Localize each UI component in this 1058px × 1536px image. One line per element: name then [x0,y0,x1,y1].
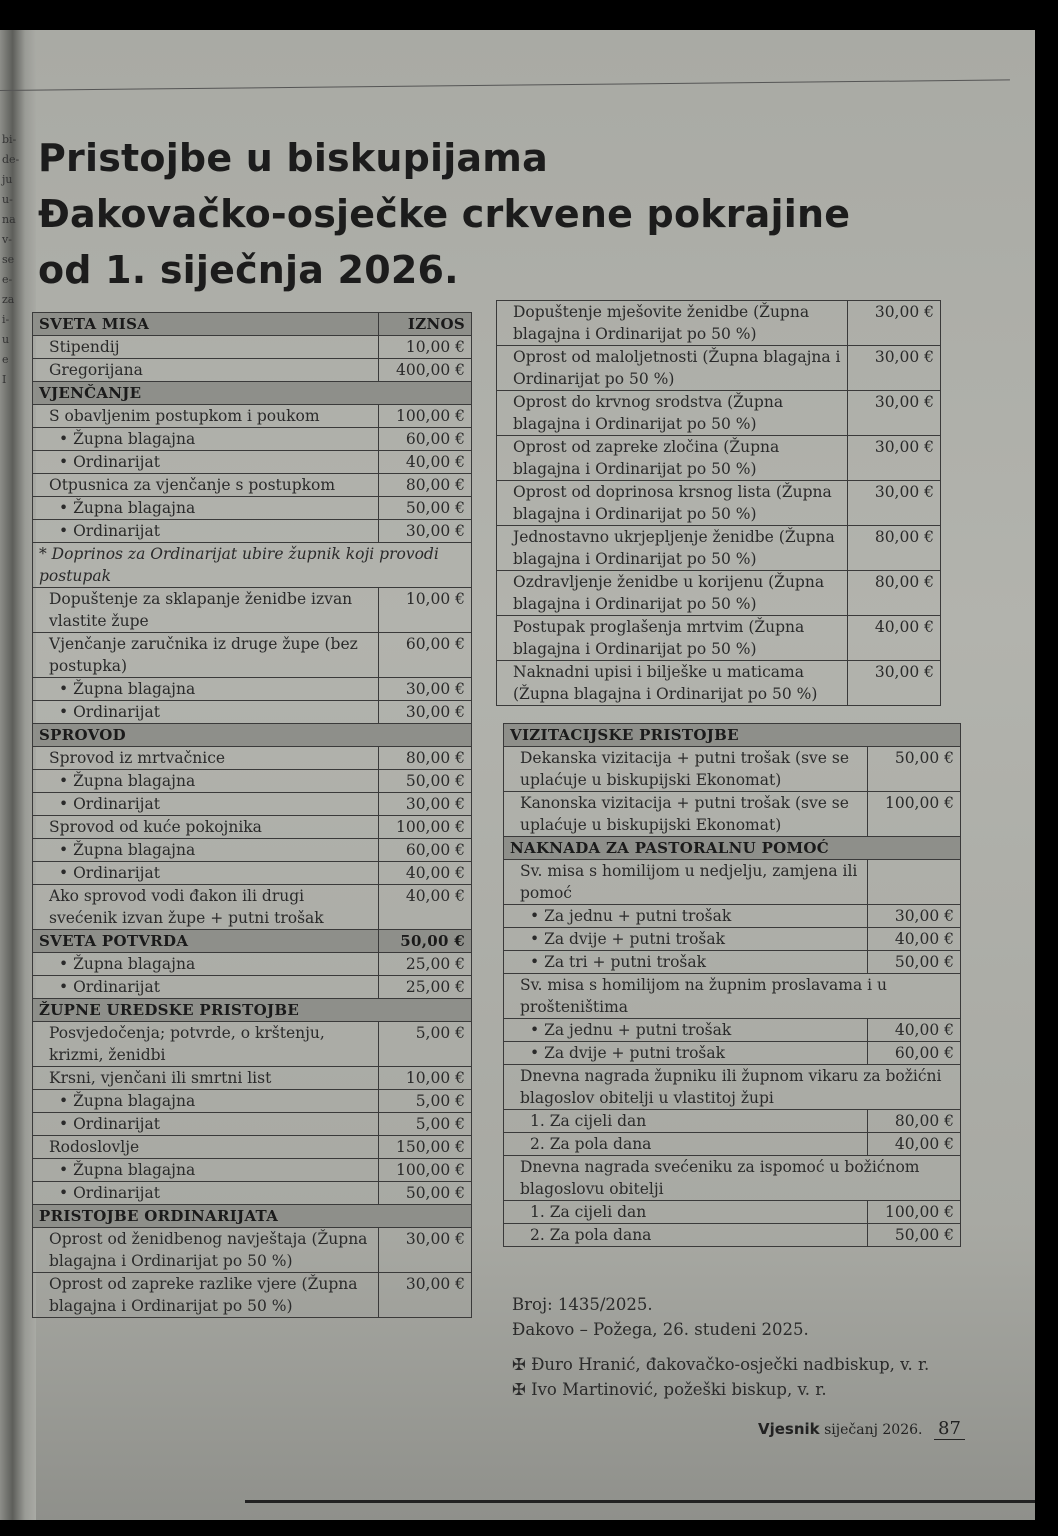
fee-row [33,1022,472,1067]
fee-row [497,436,941,481]
margin-fragment: bi- [2,133,17,146]
fee-amount: 30,00 € [848,481,941,526]
fee-row [504,860,961,905]
fee-label: Dopuštenje za sklapanje ženidbe izvan vlastite župe [33,588,379,633]
cross-icon: ✠ [512,1380,526,1399]
fee-row [33,816,472,839]
fee-row [504,792,961,837]
fee-amount: 30,00 € [379,1273,472,1318]
fee-label: Postupak proglašenja mrtvim (Župna blagajna i Ordinarijat po 50 %) [497,616,848,661]
fee-label: S obavljenim postupkom i poukom [33,405,379,428]
fee-row [504,1201,961,1224]
fee-label: Dnevna nagrada župniku ili župnom vikaru za božićni blagoslov obitelji u vlastitoj župi [504,1065,961,1110]
fee-label: • Za dvije + putni trošak [504,928,868,951]
fee-amount: 5,00 € [379,1090,472,1113]
fee-row [504,1019,961,1042]
fee-row [33,428,472,451]
fee-amount: 100,00 € [868,792,961,837]
fee-label: Dnevna nagrada svećeniku za ispomoć u božićnom blagoslovu obitelji [504,1156,961,1201]
issue-date: siječanj 2026. [824,1422,923,1438]
fee-label: • Ordinarijat [33,793,379,816]
fee-row [33,405,472,428]
fee-amount: IZNOS [379,313,472,336]
fee-amount: 25,00 € [379,976,472,999]
fee-row [33,747,472,770]
decree-place-date: Đakovo – Požega, 26. studeni 2025. [512,1320,809,1339]
fee-label: • Župna blagajna [33,770,379,793]
fee-row [504,1133,961,1156]
fee-amount: 10,00 € [379,1067,472,1090]
fee-row [33,520,472,543]
fee-label: • Za tri + putni trošak [504,951,868,974]
fee-label: Sprovod od kuće pokojnika [33,816,379,839]
fee-row [504,1224,961,1247]
title-line-3: od 1. siječnja 2026. [38,248,459,292]
fee-label: • Za dvije + putni trošak [504,1042,868,1065]
fee-row [497,661,941,706]
fee-label: Dopuštenje mješovite ženidbe (Župna blagajna i Ordinarijat po 50 %) [497,301,848,346]
fee-amount: 100,00 € [868,1201,961,1224]
fee-row [33,839,472,862]
fee-amount: 30,00 € [379,793,472,816]
fee-label: Jednostavno ukrjepljenje ženidbe (Župna blagajna i Ordinarijat po 50 %) [497,526,848,571]
fee-row [33,862,472,885]
fee-label: Oprost od zapreke razlike vjere (Župna blagajna i Ordinarijat po 50 %) [33,1273,379,1318]
fees-table-right-bottom [503,723,961,1247]
previous-page-margin-fragments [2,130,18,390]
fees-table-left [32,312,472,1318]
fee-amount: 100,00 € [379,405,472,428]
fee-label: ŽUPNE UREDSKE PRISTOJBE [33,999,472,1022]
fee-row [33,770,472,793]
margin-fragment: u [2,333,10,346]
fee-label: Dekanska vizitacija + putni trošak (sve se uplaćuje u biskupijski Ekonomat) [504,747,868,792]
fee-row [33,336,472,359]
fee-label: • Župna blagajna [33,428,379,451]
fee-amount: 60,00 € [379,428,472,451]
fee-amount: 60,00 € [379,839,472,862]
fee-label: • Župna blagajna [33,1090,379,1113]
fee-label: Posvjedočenja; potvrde, o krštenju, krizmi, ženidbi [33,1022,379,1067]
fee-label: • Župna blagajna [33,497,379,520]
fee-row [33,359,472,382]
fee-amount: 30,00 € [848,346,941,391]
fee-amount: 40,00 € [379,885,472,930]
fee-amount: 50,00 € [868,1224,961,1247]
bottom-rule-divider [245,1500,1035,1503]
fee-label: Oprost od maloljetnosti (Župna blagajna i Ordinarijat po 50 %) [497,346,848,391]
fee-label: 1. Za cijeli dan [504,1201,868,1224]
fee-label: Oprost do krvnog srodstva (Župna blagajna i Ordinarijat po 50 %) [497,391,848,436]
fee-row [33,1136,472,1159]
fee-row [33,497,472,520]
fee-label: Vjenčanje zaručnika iz druge župe (bez postupka) [33,633,379,678]
fee-label: • Župna blagajna [33,678,379,701]
fee-label: Stipendij [33,336,379,359]
fee-label: PRISTOJBE ORDINARIJATA [33,1205,472,1228]
margin-fragment: ju [2,173,13,186]
fee-amount: 30,00 € [379,678,472,701]
fee-row [497,346,941,391]
fee-label: • Za jednu + putni trošak [504,1019,868,1042]
fee-amount: 80,00 € [848,526,941,571]
signature-2: ✠ Ivo Martinović, požeški biskup, v. r. [512,1380,827,1399]
fee-amount: 30,00 € [379,520,472,543]
fee-row [504,1156,961,1201]
fee-amount: 100,00 € [379,1159,472,1182]
section-header-row [33,724,472,747]
fee-label: SPROVOD [33,724,472,747]
section-header-row [504,837,961,860]
fee-label: * Doprinos za Ordinarijat ubire župnik koji provodi postupak [33,543,472,588]
fee-label: Sv. misa s homilijom na župnim proslavama i u prošteništima [504,974,961,1019]
fee-amount: 30,00 € [868,905,961,928]
section-header-row [33,313,472,336]
fee-amount: 80,00 € [848,571,941,616]
running-footer [758,1420,922,1438]
section-header-row [504,724,961,747]
margin-fragment: u- [2,193,13,206]
fee-amount: 40,00 € [868,1133,961,1156]
fee-amount: 30,00 € [848,436,941,481]
fee-amount: 40,00 € [868,1019,961,1042]
fee-label: • Župna blagajna [33,953,379,976]
fee-row [504,951,961,974]
margin-fragment: e [2,353,9,366]
fee-label: Otpusnica za vjenčanje s postupkom [33,474,379,497]
fee-row [33,1113,472,1136]
fee-label: • Ordinarijat [33,976,379,999]
fee-amount: 400,00 € [379,359,472,382]
section-header-row [33,999,472,1022]
fee-label: • Ordinarijat [33,1182,379,1205]
fee-row [504,1110,961,1133]
fee-label: Sprovod iz mrtvačnice [33,747,379,770]
fee-amount: 50,00 € [379,497,472,520]
margin-fragment: e- [2,273,13,286]
fee-label: Oprost od zapreke zločina (Župna blagajna i Ordinarijat po 50 %) [497,436,848,481]
fee-amount: 40,00 € [868,928,961,951]
cross-icon: ✠ [512,1355,526,1374]
fee-amount: 80,00 € [868,1110,961,1133]
fee-label: SVETA MISA [33,313,379,336]
fee-label: NAKNADA ZA PASTORALNU POMOĆ [504,837,961,860]
section-header-row [33,930,472,953]
fee-label: 2. Za pola dana [504,1133,868,1156]
fee-amount: 30,00 € [848,661,941,706]
fee-label: VIZITACIJSKE PRISTOJBE [504,724,961,747]
decree-footer [512,1292,929,1402]
fee-label: • Ordinarijat [33,862,379,885]
margin-fragment: na [2,213,16,226]
fee-label: 2. Za pola dana [504,1224,868,1247]
fee-amount: 60,00 € [379,633,472,678]
title-line-1: Pristojbe u biskupijama [38,136,548,180]
fee-row [497,526,941,571]
fee-label: Ozdravljenje ženidbe u korijenu (Župna blagajna i Ordinarijat po 50 %) [497,571,848,616]
page-title [38,130,850,298]
margin-fragment: za [2,293,15,306]
fee-row [504,974,961,1019]
fee-amount: 60,00 € [868,1042,961,1065]
signatures [512,1352,929,1402]
fee-amount: 30,00 € [379,1228,472,1273]
fee-amount: 150,00 € [379,1136,472,1159]
fee-label: VJENČANJE [33,382,472,405]
fee-row [497,616,941,661]
margin-fragment: de- [2,153,20,166]
fee-label: Sv. misa s homilijom u nedjelju, zamjena ili pomoć [504,860,868,905]
fee-row [33,976,472,999]
margin-fragment: se [2,253,15,266]
fee-row [33,1090,472,1113]
fee-amount: 30,00 € [848,301,941,346]
fee-amount: 50,00 € [868,747,961,792]
signature-1: ✠ Đuro Hranić, đakovačko-osječki nadbiskup, v. r. [512,1355,930,1374]
fee-row [33,793,472,816]
fee-amount: 5,00 € [379,1022,472,1067]
fee-amount: 100,00 € [379,816,472,839]
fee-row [504,905,961,928]
fee-amount: 40,00 € [379,862,472,885]
fee-label: • Za jednu + putni trošak [504,905,868,928]
fee-row [33,474,472,497]
fee-amount: 10,00 € [379,336,472,359]
fee-amount [868,860,961,905]
fee-label: Naknadni upisi i bilješke u maticama (Župna blagajna i Ordinarijat po 50 %) [497,661,848,706]
fee-row [33,1182,472,1205]
top-rule-divider [0,79,1010,91]
fee-label: • Ordinarijat [33,1113,379,1136]
fee-label: • Ordinarijat [33,451,379,474]
fee-row [33,953,472,976]
fee-row [33,1273,472,1318]
fee-label: Kanonska vizitacija + putni trošak (sve se uplaćuje u biskupijski Ekonomat) [504,792,868,837]
fee-amount: 10,00 € [379,588,472,633]
fee-label: SVETA POTVRDA [33,930,379,953]
fee-row [497,301,941,346]
fee-amount: 80,00 € [379,747,472,770]
fee-row [497,571,941,616]
fee-amount: 25,00 € [379,953,472,976]
fee-label: • Ordinarijat [33,701,379,724]
fee-amount: 50,00 € [379,770,472,793]
fee-row [33,701,472,724]
fee-label: • Župna blagajna [33,1159,379,1182]
fee-row [504,928,961,951]
fee-label: Oprost od doprinosa krsnog lista (Župna blagajna i Ordinarijat po 50 %) [497,481,848,526]
fee-row [33,1159,472,1182]
fee-label: Rodoslovlje [33,1136,379,1159]
fee-amount: 50,00 € [379,930,472,953]
fee-amount: 30,00 € [379,701,472,724]
publication-logo: Vjesnik [758,1420,820,1438]
fee-row [33,588,472,633]
fee-row [33,543,472,588]
fee-label: • Župna blagajna [33,839,379,862]
fee-row [497,481,941,526]
margin-fragment: i- [2,313,10,326]
fee-row [504,1065,961,1110]
fee-row [33,1067,472,1090]
fee-label: Oprost od ženidbenog navještaja (Župna blagajna i Ordinarijat po 50 %) [33,1228,379,1273]
margin-fragment: v- [2,233,12,246]
fee-row [33,1228,472,1273]
fee-amount: 80,00 € [379,474,472,497]
section-header-row [33,1205,472,1228]
page-number: 87 [934,1418,965,1440]
fee-label: Gregorijana [33,359,379,382]
fees-table-right-top [496,300,941,706]
margin-fragment: I [2,373,7,386]
fee-row [33,633,472,678]
fee-label: Ako sprovod vodi đakon ili drugi svećenik izvan župe + putni trošak [33,885,379,930]
section-header-row [33,382,472,405]
fee-amount: 5,00 € [379,1113,472,1136]
fee-row [33,885,472,930]
fee-amount: 40,00 € [379,451,472,474]
fee-amount: 50,00 € [379,1182,472,1205]
fee-label: • Ordinarijat [33,520,379,543]
fee-amount: 30,00 € [848,391,941,436]
decree-number: Broj: 1435/2025. [512,1295,653,1314]
title-line-2: Đakovačko-osječke crkvene pokrajine [38,192,851,236]
magazine-page [0,30,1035,1520]
fee-row [33,678,472,701]
fee-row [504,747,961,792]
fee-amount: 50,00 € [868,951,961,974]
fee-amount: 40,00 € [848,616,941,661]
fee-label: Krsni, vjenčani ili smrtni list [33,1067,379,1090]
fee-row [33,451,472,474]
fee-row [497,391,941,436]
fee-label: 1. Za cijeli dan [504,1110,868,1133]
fee-row [504,1042,961,1065]
